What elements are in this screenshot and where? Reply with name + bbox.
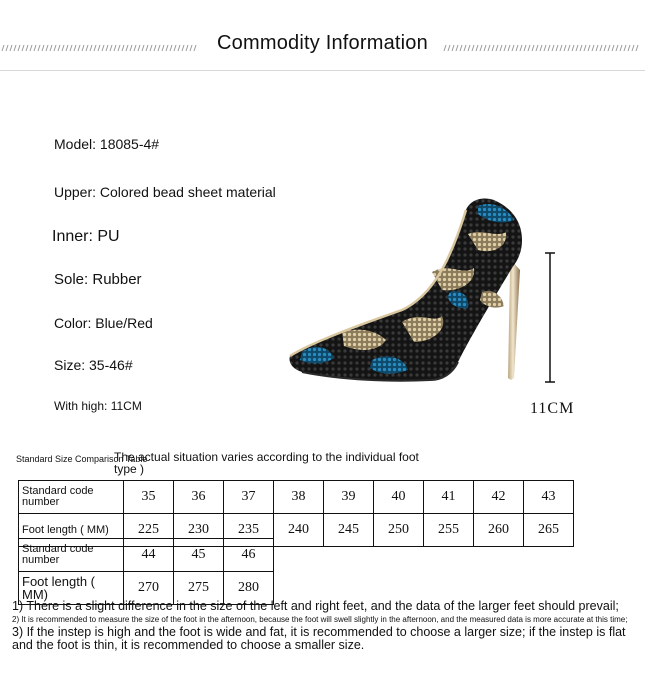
heel-height-dimension-marker — [544, 252, 556, 383]
spec-sole: Sole: Rubber — [54, 271, 142, 288]
length-cell: 275 — [174, 572, 224, 605]
note-1: 1) There is a slight difference in the size of the left and right feet, and the data of the larger feet should prevail; — [12, 599, 619, 613]
length-cell: 230 — [174, 514, 224, 547]
spec-heel-height: With high: 11CM — [54, 399, 142, 413]
code-cell: 41 — [424, 481, 474, 514]
length-cell: 255 — [424, 514, 474, 547]
spec-size: Size: 35-46# — [54, 357, 133, 373]
length-cell: 245 — [324, 514, 374, 547]
code-cell: 43 — [524, 481, 574, 514]
size-table-extended — [18, 538, 274, 605]
shoe-product-image — [282, 192, 534, 392]
code-label: Standard code number — [19, 539, 124, 572]
length-label: Foot length ( MM) — [19, 572, 124, 605]
length-cell: 265 — [524, 514, 574, 547]
code-cell: 44 — [124, 539, 174, 572]
length-cell: 240 — [274, 514, 324, 547]
size-table-caption: Standard Size Comparison Table — [16, 454, 148, 464]
code-cell: 39 — [324, 481, 374, 514]
length-label: Foot length ( MM) — [19, 514, 124, 547]
code-cell: 42 — [474, 481, 524, 514]
table-row — [19, 539, 274, 572]
heel-height-label: 11CM — [530, 400, 575, 417]
note-3: 3) If the instep is high and the foot is wide and fat, it is recommended to choose a larger size; if the instep is flat and the foot is thin, it is recommended to choose a smaller size. — [12, 625, 626, 652]
length-cell: 225 — [124, 514, 174, 547]
length-cell: 270 — [124, 572, 174, 605]
length-cell: 280 — [224, 572, 274, 605]
length-cell: 250 — [374, 514, 424, 547]
code-cell: 45 — [174, 539, 224, 572]
code-cell: 35 — [124, 481, 174, 514]
page-title: Commodity Information — [217, 32, 428, 54]
spec-inner: Inner: PU — [52, 228, 120, 245]
header-divider — [0, 70, 645, 71]
size-table-main — [18, 480, 574, 547]
table-row — [19, 481, 574, 514]
length-cell: 235 — [224, 514, 274, 547]
header-decoration-right — [442, 44, 642, 52]
size-notes — [12, 600, 637, 652]
code-cell: 36 — [174, 481, 224, 514]
note-2: 2) It is recommended to measure the size of the foot in the afternoon, because the foot will swell slightly in the afternoon, and the measured data is more accurate at this time; — [12, 615, 628, 624]
spec-upper: Upper: Colored bead sheet material — [54, 184, 276, 200]
length-cell: 260 — [474, 514, 524, 547]
code-cell: 40 — [374, 481, 424, 514]
code-label: Standard code number — [19, 481, 124, 514]
code-cell: 38 — [274, 481, 324, 514]
size-table-note: The actual situation varies according to the individual foot type ) — [114, 450, 419, 476]
spec-color: Color: Blue/Red — [54, 315, 153, 331]
code-cell: 37 — [224, 481, 274, 514]
spec-model: Model: 18085-4# — [54, 136, 160, 152]
code-cell: 46 — [224, 539, 274, 572]
